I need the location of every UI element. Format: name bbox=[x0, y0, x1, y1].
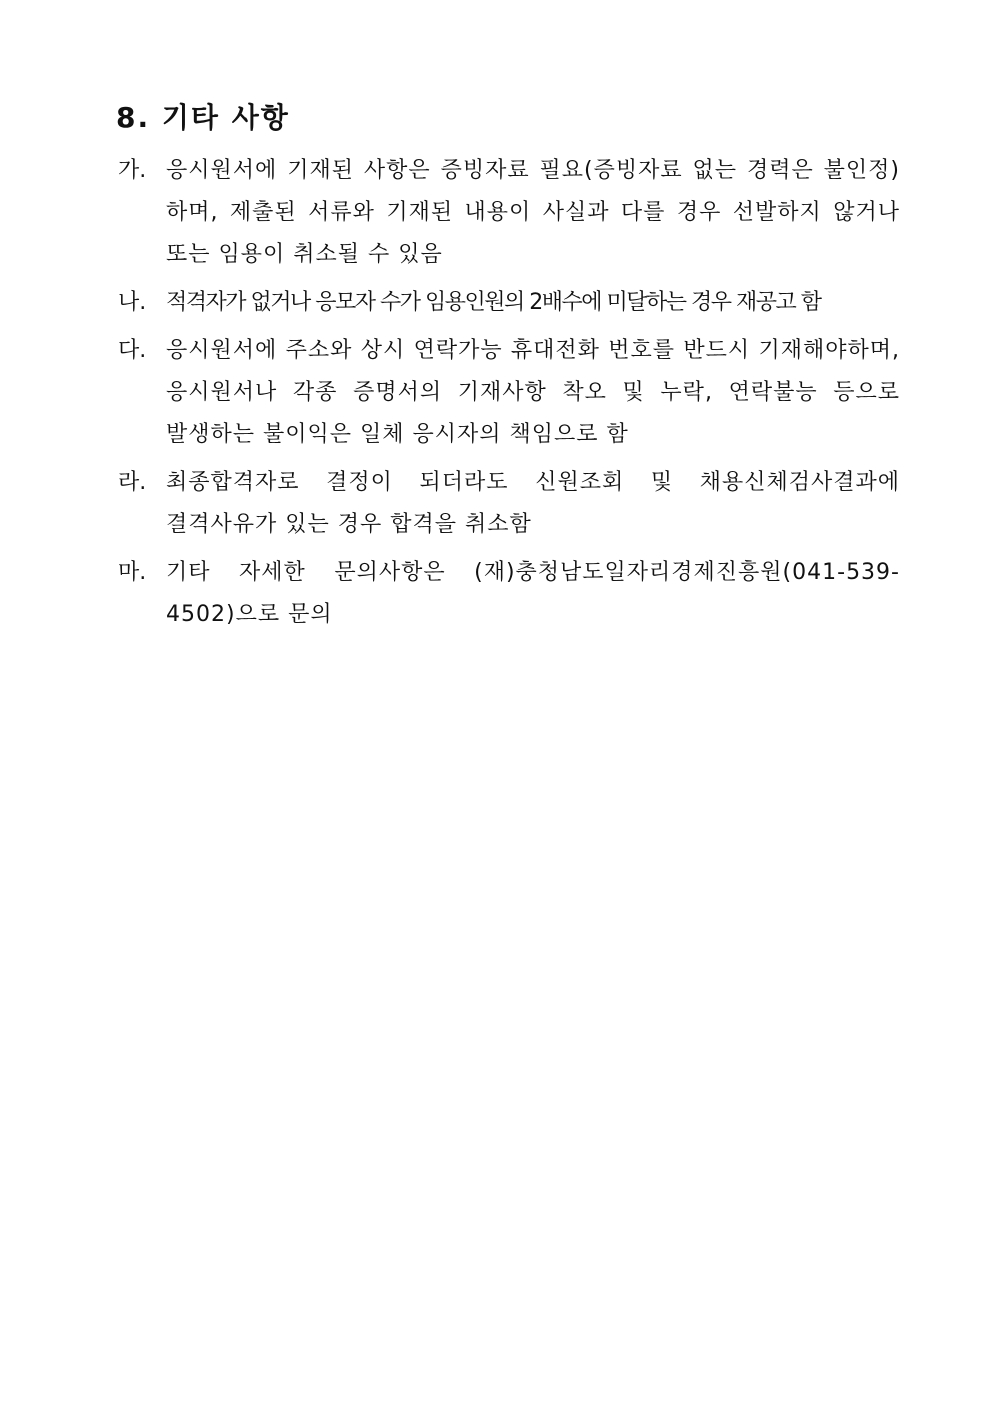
item-text: 최종합격자로 결정이 되더라도 신원조회 및 채용신체검사결과에 결격사유가 있는 경우 합격을 취소함 bbox=[166, 470, 900, 537]
item-marker: 라. bbox=[118, 470, 147, 495]
item-text: 적격자가 없거나 응모자 수가 임용인원의 2배수에 미달하는 경우 재공고 함 bbox=[166, 290, 821, 315]
item-text: 기타 자세한 문의사항은 (재)충청남도일자리경제진흥원(041-539-4502)으로 문의 bbox=[166, 560, 900, 627]
item-marker: 마. bbox=[118, 560, 147, 585]
list-item bbox=[118, 462, 900, 546]
item-text: 응시원서에 주소와 상시 연락가능 휴대전화 번호를 반드시 기재해야하며, 응시원서나 각종 증명서의 기재사항 착오 및 누락, 연락불능 등으로 발생하는 불이익은 일체 응시자의 책임으로 함 bbox=[166, 338, 900, 447]
list-item bbox=[118, 552, 900, 636]
item-marker: 나. bbox=[118, 290, 147, 315]
item-marker: 다. bbox=[118, 338, 147, 363]
section-title: 8. 기타 사항 bbox=[116, 101, 290, 134]
item-marker: 가. bbox=[118, 158, 147, 183]
list-item bbox=[118, 150, 900, 276]
item-text: 응시원서에 기재된 사항은 증빙자료 필요(증빙자료 없는 경력은 불인정)하며, 제출된 서류와 기재된 내용이 사실과 다를 경우 선발하지 않거나 또는 임용이 취소될 수 있음 bbox=[166, 158, 900, 267]
list-item bbox=[118, 282, 900, 324]
list-item bbox=[118, 330, 900, 456]
notice-list bbox=[118, 150, 900, 642]
